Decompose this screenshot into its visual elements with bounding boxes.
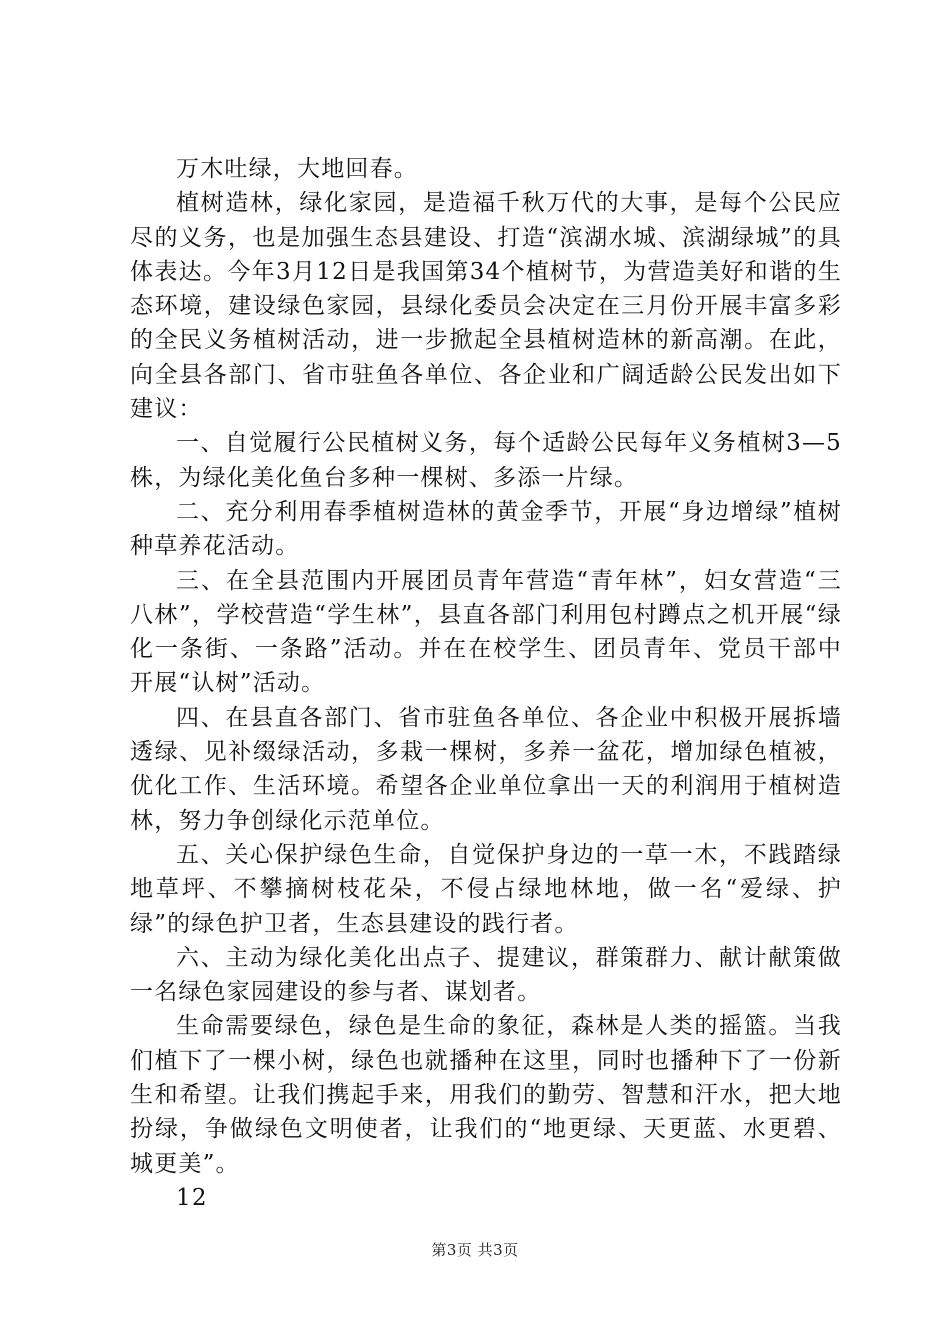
- paragraph-opening: 万木吐绿，大地回春。: [176, 156, 418, 182]
- paragraph-closing: 生命需要绿色，绿色是生命的象征，森林是人类的摇篮。当我们植下了一棵小树，绿色也就播种在这里，同时也播种下了一份新生和希望。让我们携起手来，用我们的勤劳、智慧和汗水，把大地扮绿，争做绿色文明使者，让我们的“地更绿、天更蓝、水更碧、城更美”。: [130, 1013, 842, 1177]
- page-number-label: 第3页 共3页: [431, 1241, 519, 1259]
- paragraph-intro: 植树造林，绿化家园，是造福千秋万代的大事，是每个公民应尽的义务，也是加强生态县建设、打造“滨湖水城、滨湖绿城”的具体表达。今年3月12日是我国第34个植树节，为营造美好和谐的生态环境，建设绿色家园，县绿化委员会决定在三月份开展丰富多彩的全民义务植树活动，进一步掀起全县植树造林的新高潮。在此，向全县各部门、省市驻鱼各单位、各企业和广阔适龄公民发出如下建议：: [130, 190, 842, 423]
- paragraph-item-3: 三、在全县范围内开展团员青年营造“青年林”，妇女营造“三八林”，学校营造“学生林”，县直各部门利用包村蹲点之机开展“绿化一条街、一条路”活动。并在在校学生、团员青年、党员干部中开展“认树”活动。: [130, 567, 842, 697]
- page-footer: [0, 1240, 950, 1260]
- paragraph-item-5: 五、关心保护绿色生命，自觉保护身边的一草一木，不践踏绿地草坪、不攀摘树枝花朵，不侵占绿地林地，做一名“爱绿、护绿”的绿色护卫者，生态县建设的践行者。: [130, 841, 842, 937]
- paragraph-item-1: 一、自觉履行公民植树义务，每个适龄公民每年义务植树3—5株，为绿化美化鱼台多种一棵树、多添一片绿。: [130, 430, 842, 491]
- document-body: [130, 152, 842, 1215]
- paragraph-trailing-number: 12: [176, 1184, 208, 1211]
- paragraph-item-2: 二、充分利用春季植树造林的黄金季节，开展“身边增绿”植树种草养花活动。: [130, 498, 842, 560]
- paragraph-item-6: 六、主动为绿化美化出点子、提建议，群策群力、献计献策做一名绿色家园建设的参与者、谋划者。: [130, 944, 842, 1006]
- paragraph-item-4: 四、在县直各部门、省市驻鱼各单位、各企业中积极开展拆墙透绿、见补缀绿活动，多栽一棵树，多养一盆花，增加绿色植被，优化工作、生活环境。希望各企业单位拿出一天的利润用于植树造林，努力争创绿化示范单位。: [130, 704, 842, 834]
